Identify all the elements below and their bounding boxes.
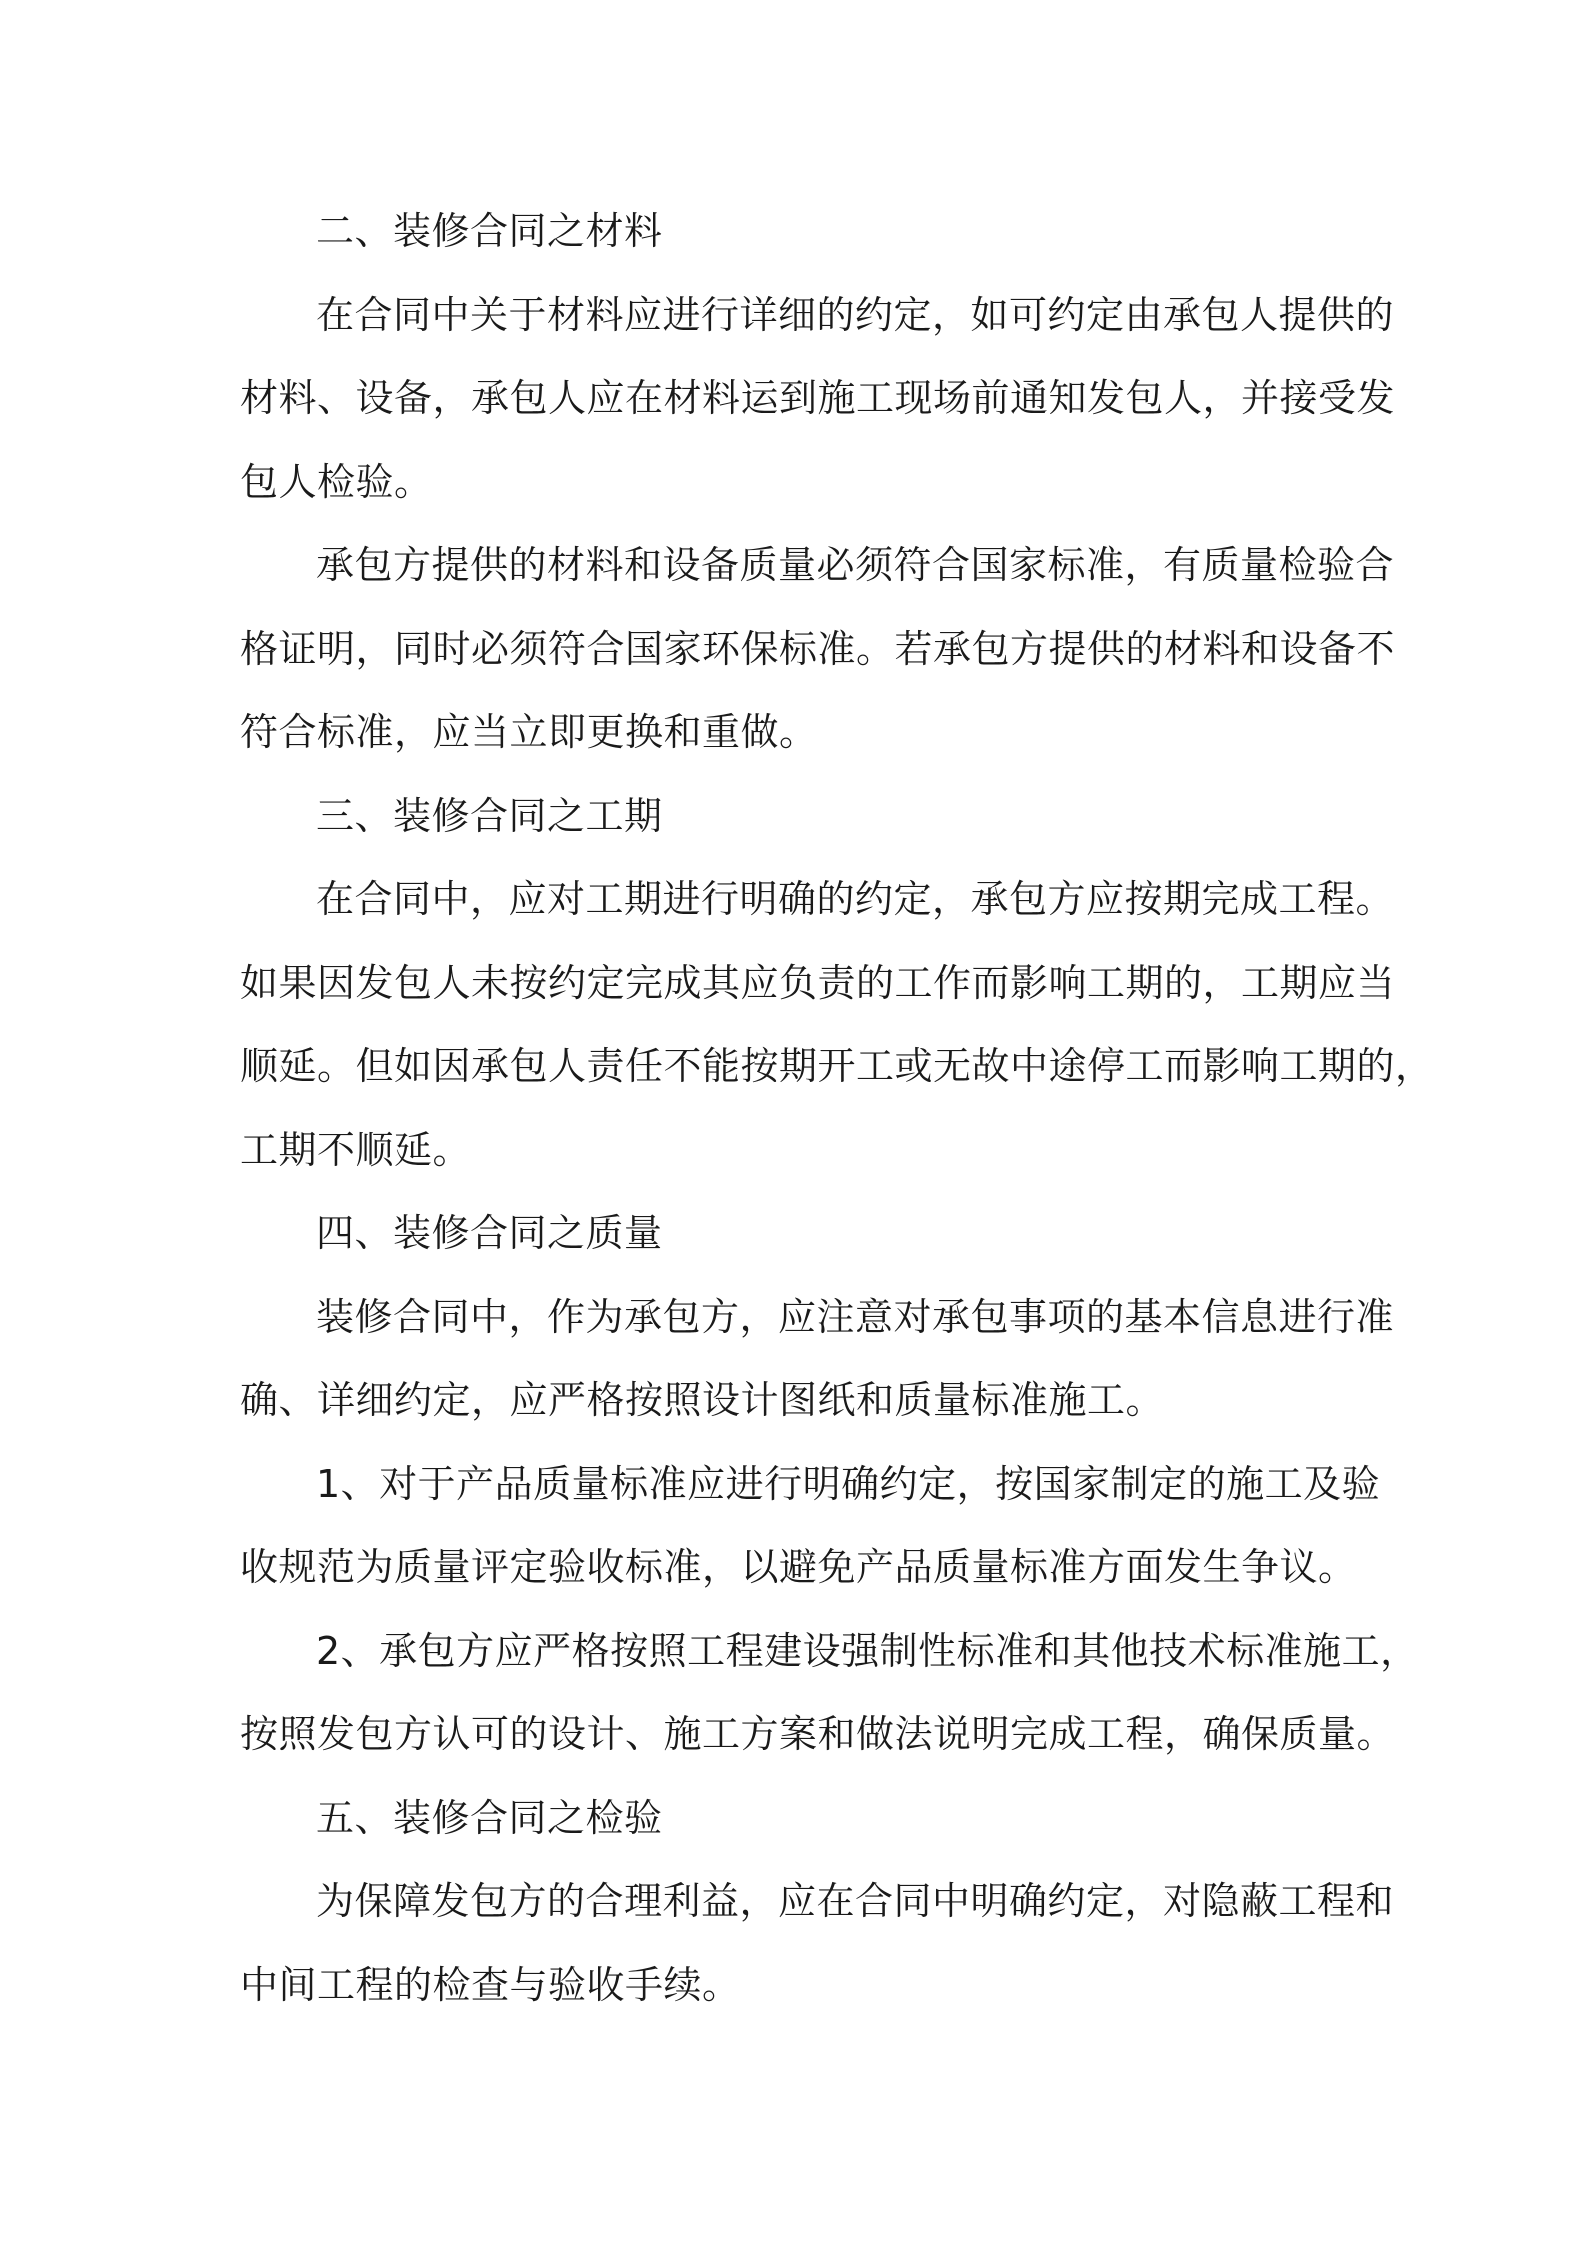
paragraph-line: 材料、设备，承包人应在材料运到施工现场前通知发包人，并接受发 <box>240 376 1396 420</box>
list-item-line: 2、承包方应严格按照工程建设强制性标准和其他技术标准施工， <box>316 1628 1419 1673</box>
paragraph-line: 工期不顺延。 <box>240 1127 472 1172</box>
list-item-line: 1、对于产品质量标准应进行明确约定，按国家制定的施工及验 <box>316 1461 1381 1506</box>
list-item-line: 按照发包方认可的设计、施工方案和做法说明完成工程，确保质量。 <box>240 1712 1396 1756</box>
paragraph-line: 确、详细约定，应严格按照设计图纸和质量标准施工。 <box>240 1378 1165 1422</box>
paragraph-line: 在合同中关于材料应进行详细的约定，如可约定由承包人提供的 <box>316 292 1395 337</box>
paragraph-line: 符合标准，应当立即更换和重做。 <box>240 710 818 754</box>
document-body <box>240 190 1434 2027</box>
list-item-line: 收规范为质量评定验收标准，以避免产品质量标准方面发生争议。 <box>240 1545 1357 1589</box>
paragraph-line: 包人检验。 <box>240 459 433 504</box>
paragraph-line: 中间工程的检查与验收手续。 <box>240 1962 741 2007</box>
paragraph-line: 格证明，同时必须符合国家环保标准。若承包方提供的材料和设备不 <box>240 626 1396 671</box>
paragraph-line: 顺延。但如因承包人责任不能按期开工或无故中途停工而影响工期的， <box>240 1044 1434 1088</box>
paragraph-line: 承包方提供的材料和设备质量必须符合国家标准，有质量检验合 <box>316 543 1395 587</box>
section-heading-materials: 二、装修合同之材料 <box>316 209 663 253</box>
paragraph-line: 如果因发包人未按约定完成其应负责的工作而影响工期的，工期应当 <box>240 960 1396 1005</box>
section-heading-quality: 四、装修合同之质量 <box>316 1211 663 1255</box>
section-heading-inspection: 五、装修合同之检验 <box>316 1795 663 1840</box>
paragraph-line: 为保障发包方的合理利益，应在合同中明确约定，对隐蔽工程和 <box>316 1879 1395 1923</box>
paragraph-line: 在合同中，应对工期进行明确的约定，承包方应按期完成工程。 <box>316 877 1395 921</box>
paragraph-line: 装修合同中，作为承包方，应注意对承包事项的基本信息进行准 <box>316 1294 1395 1339</box>
section-heading-schedule: 三、装修合同之工期 <box>316 793 663 838</box>
